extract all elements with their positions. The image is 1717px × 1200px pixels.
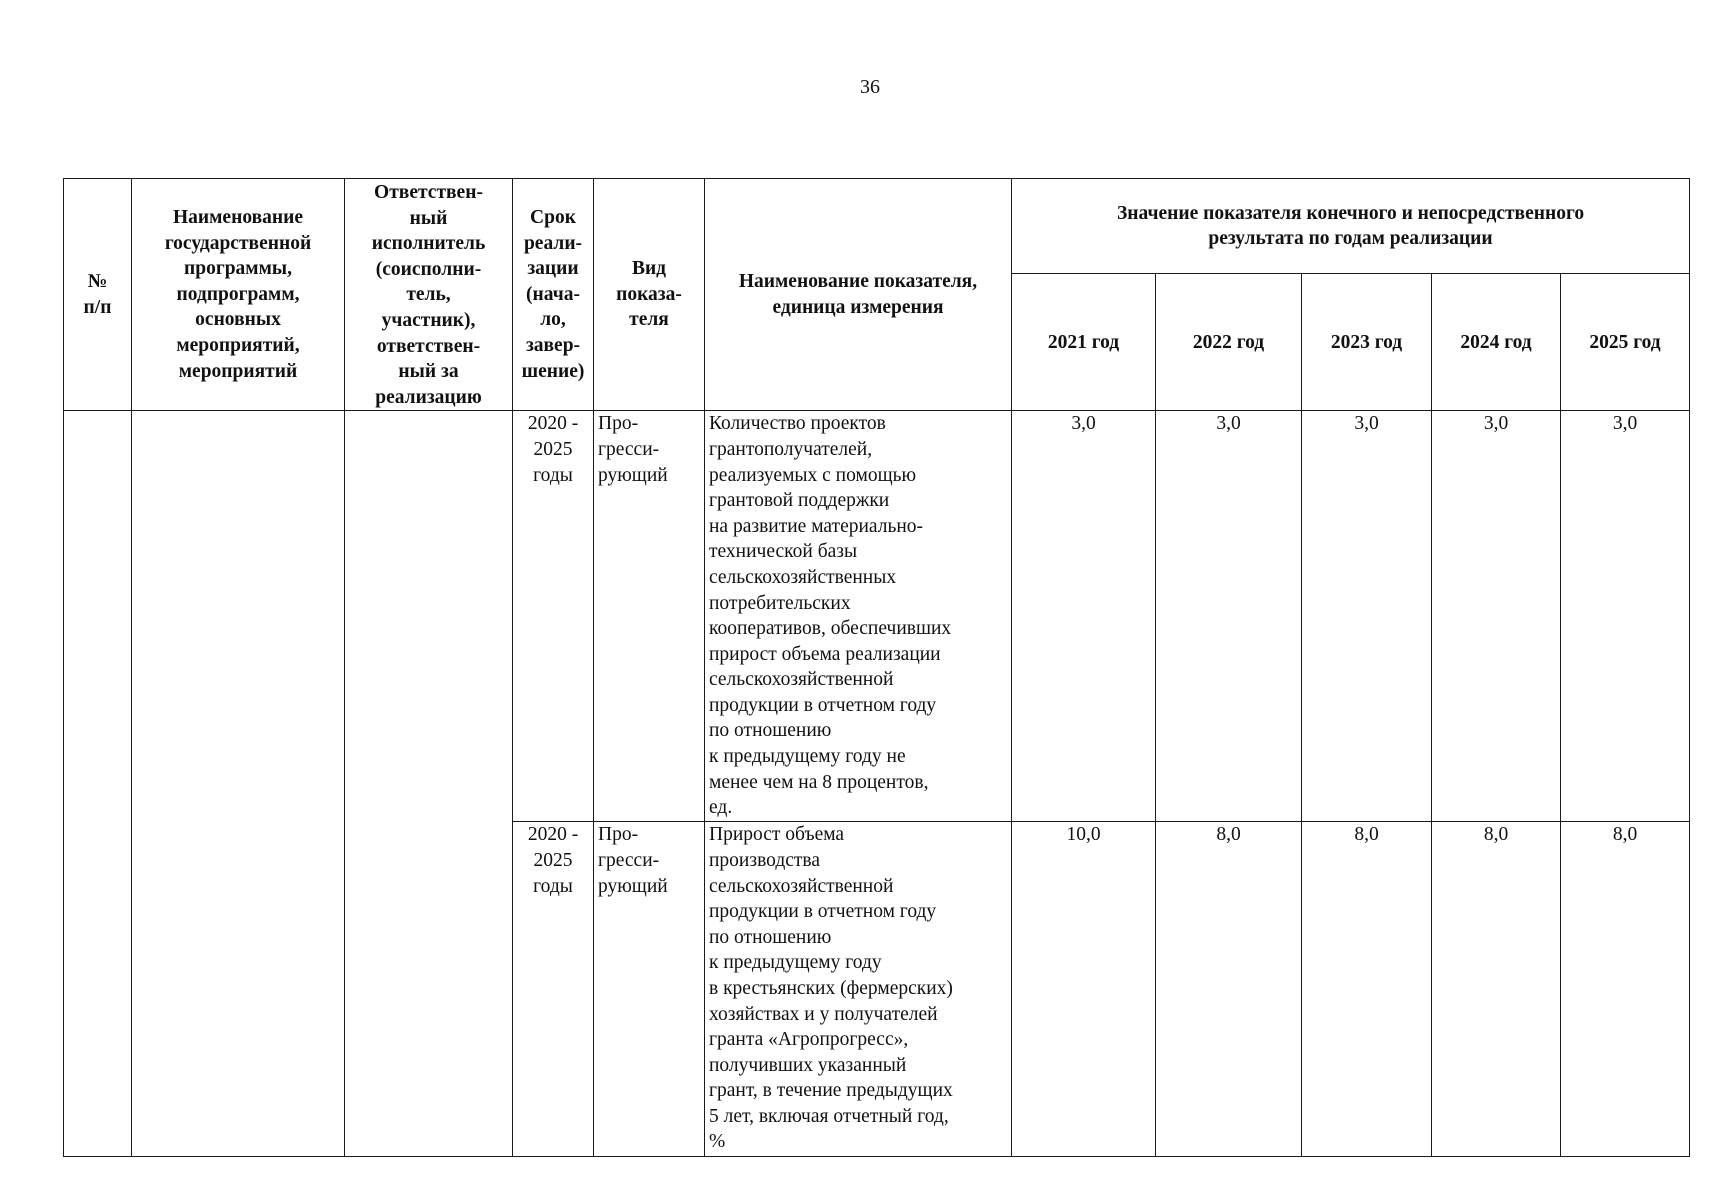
indicator-name-cell: Количество проектов грантополучателей, реализуемых с помощью грантовой поддержки на развитие материально- технической базы сельскохозяйственных потребительских кооперативов, обеспечивших прирост объема реализации сельскохозяйственной продукции в отчетном году по отношению к предыдущему году не менее чем на 8 процентов, ед. <box>705 411 1012 822</box>
header-implementation-period: Срок реали- зации (нача- ло, завер- шение) <box>513 179 594 411</box>
table-header-row <box>64 179 1690 274</box>
program-name-cell <box>132 411 345 1157</box>
indicators-table <box>63 178 1690 1157</box>
header-year-2025: 2025 год <box>1561 274 1690 411</box>
indicator-kind-cell: Про- гресси- рующий <box>594 822 705 1157</box>
header-indicator-name: Наименование показателя, единица измерения <box>705 179 1012 411</box>
header-indicator-values-group: Значение показателя конечного и непосредственного результата по годам реализации <box>1012 179 1690 274</box>
value-2022-cell: 3,0 <box>1156 411 1302 822</box>
value-2023-cell: 3,0 <box>1302 411 1432 822</box>
value-2021-cell: 10,0 <box>1012 822 1156 1157</box>
indicator-kind-cell: Про- гресси- рующий <box>594 411 705 822</box>
header-number: № п/п <box>64 179 132 411</box>
indicator-name-cell: Прирост объема производства сельскохозяйственной продукции в отчетном году по отношению к предыдущему году в крестьянских (фермерских) хозяйствах и у получателей гранта «Агропрогресс», получивших указанный грант, в течение предыдущих 5 лет, включая отчетный год, % <box>705 822 1012 1157</box>
value-2025-cell: 3,0 <box>1561 411 1690 822</box>
page-number: 36 <box>860 76 880 98</box>
value-2023-cell: 8,0 <box>1302 822 1432 1157</box>
value-2024-cell: 8,0 <box>1432 822 1561 1157</box>
period-cell: 2020 - 2025 годы <box>513 411 594 822</box>
header-year-2021: 2021 год <box>1012 274 1156 411</box>
table-row <box>64 411 1690 822</box>
period-cell: 2020 - 2025 годы <box>513 822 594 1157</box>
header-indicator-kind: Вид показа- теля <box>594 179 705 411</box>
value-2021-cell: 3,0 <box>1012 411 1156 822</box>
responsible-executor-cell <box>345 411 513 1157</box>
number-cell <box>64 411 132 1157</box>
header-year-2022: 2022 год <box>1156 274 1302 411</box>
value-2024-cell: 3,0 <box>1432 411 1561 822</box>
header-year-2024: 2024 год <box>1432 274 1561 411</box>
value-2025-cell: 8,0 <box>1561 822 1690 1157</box>
value-2022-cell: 8,0 <box>1156 822 1302 1157</box>
header-program-name: Наименование государственной программы, подпрограмм, основных мероприятий, мероприятий <box>132 179 345 411</box>
header-responsible-executor: Ответствен- ный исполнитель (соисполни- тель, участник), ответствен- ный за реализацию <box>345 179 513 411</box>
header-year-2023: 2023 год <box>1302 274 1432 411</box>
